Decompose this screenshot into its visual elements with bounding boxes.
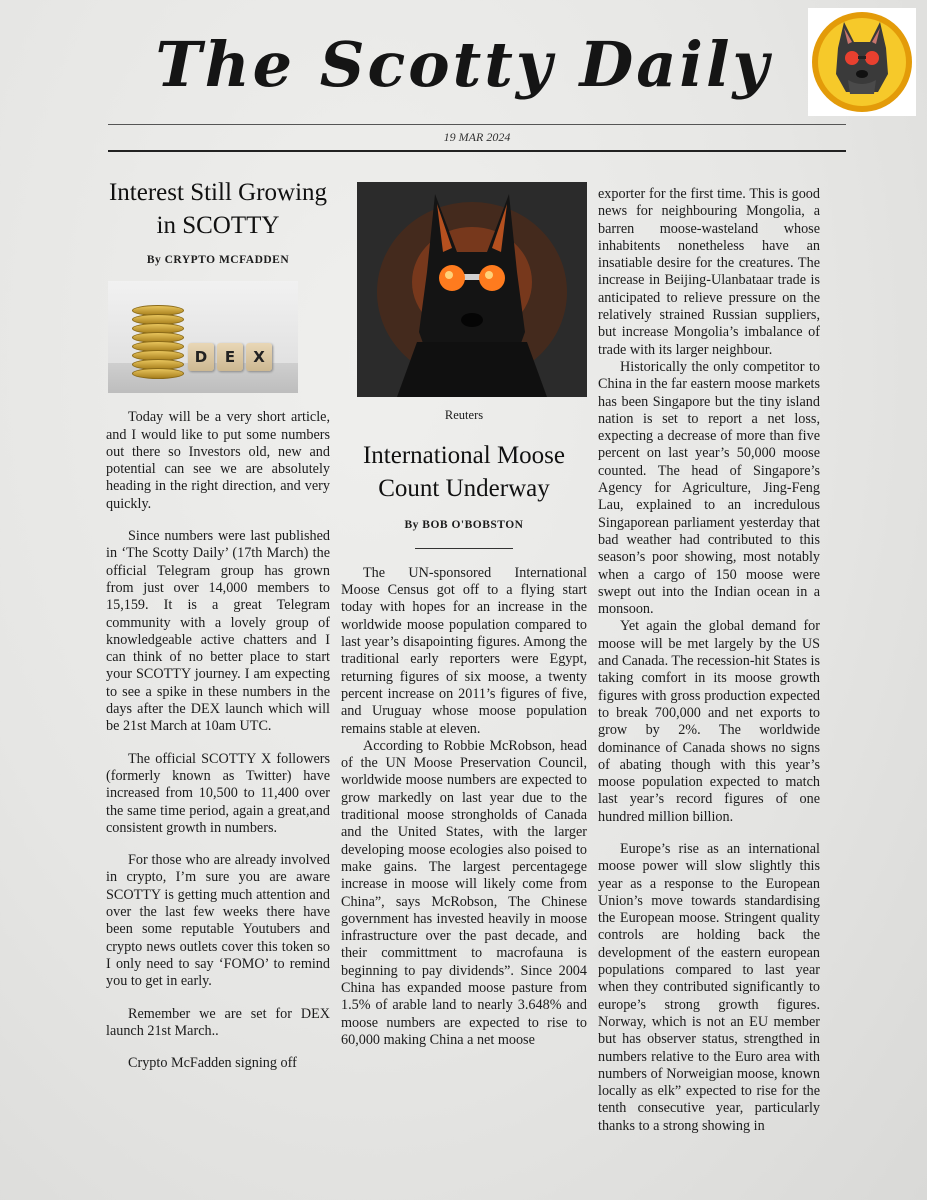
scottish-terrier-sunglasses-photo-icon	[357, 182, 587, 397]
article-signoff: Crypto McFadden signing off	[128, 1055, 297, 1072]
column-right	[598, 186, 820, 1135]
dex-tile: X	[246, 343, 272, 371]
article-headline: International Moose Count Underway	[362, 441, 566, 502]
article-paragraph: exporter for the first time. This is good news for neighbouring Mongolia, a barren moose-wasteland whose inhabitents nonetheless have an insatiable desire for the creatures. The increase in Beijing-Ulanbataar trade is anticipated to relieve pressure on the relatively strained Russian suppliers, but increase Mongolia’s imbalance of trade with its larger neighbour.	[598, 186, 820, 358]
coins-dex-photo-icon	[108, 281, 298, 393]
article-headline: Interest Still Growing in SCOTTY	[108, 179, 328, 239]
article-paragraph: Europe’s rise as an international moose power will slow slightly this year as a response to the European Union’s move towards standardising the European moose. Stringent quality controls are holding back the development of the eastern european populations compared to last year when they contributed significantly to europe’s strong growth figures. Norway, which is not an EU member but has observer status, strengthed in numbers relative to the Euro area with numbers of Norweigian moose, known locally as elk” expected to rise for the tenth consecutive year, particularly thanks to a strong showing in	[598, 840, 820, 1134]
article-paragraph: Since numbers were last published in ‘The Scotty Daily’ (17th March) the official Telegram group has grown from just over 14,000 members to 15,159. It is a great Telegram community with a lovely group of knowledgeable active chatters and I can think of no better place to start your SCOTTY journey. I am expecting to see a spike in these numbers in the days after the DEX launch which will be 21st March at 10am UTC.	[106, 528, 330, 735]
article-paragraph: The UN-sponsored International Moose Census got off to a flying start today with hopes for an increase in the worldwide moose population compared to last year’s disapointing figures. Among the traditional early reporters were Egypt, returning figures of six moose, a twenty percent increase on 2011’s figures of five, and Uruguay whose moose population remains stable at eleven.	[341, 564, 587, 737]
article-byline: By CRYPTO MCFADDEN	[146, 254, 290, 266]
article-byline: By BOB O'BOBSTON	[404, 518, 524, 531]
article-paragraph: Today will be a very short article, and I would like to put some numbers out there so Investors old, new and potential can see we are absolutely heading in the right direction, and very quickly.	[106, 409, 330, 512]
headline-divider	[415, 548, 513, 549]
article-paragraph: Remember we are set for DEX launch 21st March..	[106, 1005, 330, 1039]
column-left	[106, 176, 330, 1072]
article-paragraph: The official SCOTTY X followers (formerly known as Twitter) have increased from 10,500 to 11,400 over the same time period, again a great,and consistent growth in numbers.	[106, 750, 330, 836]
article-paragraph: For those who are already involved in crypto, I’m sure you are aware SCOTTY is getting much attention and over the last few weeks there have been some reputable Youtubers and crypto news outlets cover this token so I only need to say ‘FOMO’ to remind you to get in early.	[106, 852, 330, 990]
dex-tile: E	[217, 343, 243, 371]
article-paragraph: Historically the only competitor to China in the far eastern moose markets has been Singapore but the tiny island nation is set to report a net loss, expecting a decrease of more than five percent on last year’s 50,000 moose counted. The head of Singapore’s Agency for Agriculture, Jing-Feng Lau, explained to an incredulous Singaporean parliament yesterday that bad weather had contributed to this season’s poor showing, most notably when a cargo of 150 moose were swept out into the Indian ocean in a monsoon.	[598, 358, 820, 618]
article-paragraph: According to Robbie McRobson, head of the UN Moose Preservation Council, worldwide moose numbers are expected to grow markedly on last year due to the traditional moose strongholds of Canada and the United States, with the larger developing moose ecologies also poised to make gains. The largest percentagege increase in moose will likely come from China”, says McRobson, The Chinese government has invested heavily in moose infrastructure over the past decade, and their committment to macrofauna is beginning to pay dividends”. Since 2004 China has expanded moose pasture from 1.5% of arable land to nearly 3.648% and moose numbers are expected to rise to 60,000 making China a net moose	[341, 737, 587, 1048]
masthead-rule-bottom	[108, 150, 846, 152]
masthead-title: The Scotty Daily	[155, 28, 772, 101]
issue-date: 19 MAR 2024	[443, 130, 511, 144]
scotty-dog-logo-icon	[808, 8, 916, 116]
article-paragraph: Yet again the global demand for moose will be met largely by the US and Canada. The recession-hit States is taking comfort in its moose growth figures with gross production expected to break 700,000 and net exports to grow by 2%. The worldwide dominance of Canada shows no signs of abating though with this year’s moose population expected to match last year’s record figures of one hundred million billion.	[598, 618, 820, 825]
photo-caption: Reuters	[444, 408, 484, 423]
masthead-rule-top	[108, 124, 846, 125]
column-middle	[341, 182, 587, 1049]
dex-tile: D	[188, 343, 214, 371]
